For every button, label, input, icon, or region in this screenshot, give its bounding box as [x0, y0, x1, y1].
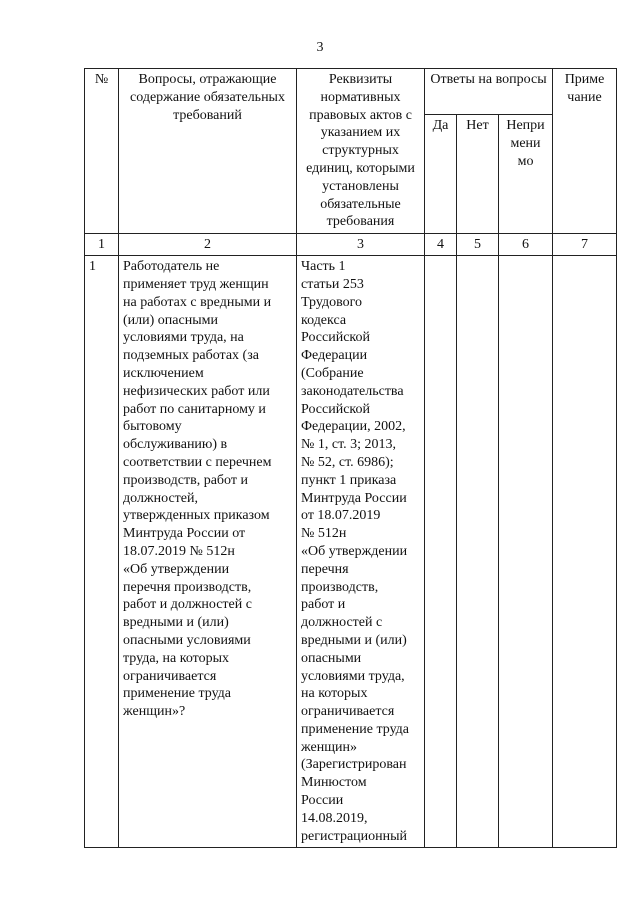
text-line: от 18.07.2019 [301, 508, 381, 524]
text-line: пункт 1 приказа [301, 472, 397, 488]
checklist-table [84, 68, 617, 848]
header-no: Нет [457, 115, 499, 234]
text-line: бытовому [123, 419, 182, 435]
text-line: нефизических работ или [123, 383, 270, 399]
header-requisites: Реквизиты нормативных правовых актов с указанием их структурных единиц, которыми установлены обязательные требования [297, 69, 425, 234]
text-line: 14.08.2019, [301, 810, 368, 826]
text-line: труда, на которых [123, 650, 230, 666]
requisites-cell [297, 256, 425, 848]
text-line: на работах с вредными и [123, 294, 272, 310]
text-line: применение труда [301, 721, 410, 737]
header-note: Приме чание [553, 69, 617, 234]
text-line: условиями труда, [301, 668, 405, 684]
text-line: применяет труд женщин [123, 276, 269, 292]
text-line: применение труда [123, 686, 232, 702]
question-cell [119, 256, 297, 848]
text-line: работ по санитарному и [123, 401, 266, 417]
requisites-text [301, 258, 420, 845]
text-line: обслуживанию) в [123, 437, 228, 453]
text-line: законодательства [301, 383, 404, 399]
text-line: работ и [301, 597, 346, 613]
text-line: Работодатель не [123, 259, 220, 275]
text-line: женщин» [301, 739, 357, 755]
header-not-applicable: Непри мени мо [499, 115, 553, 234]
text-line: Минюстом [301, 775, 367, 791]
column-number: 2 [119, 234, 297, 256]
text-line: № 52, ст. 6986); [301, 454, 394, 470]
text-line: производств, [301, 579, 379, 595]
column-number: 3 [297, 234, 425, 256]
text-line: «Об утверждении [301, 543, 408, 559]
header-num: № [85, 69, 119, 234]
text-line: Часть 1 [301, 259, 346, 275]
text-line: Федерации [301, 348, 368, 364]
text-line: перечня [301, 561, 349, 577]
text-line: на которых [301, 686, 368, 702]
text-line: «Об утверждении [123, 561, 230, 577]
text-line: женщин»? [123, 704, 186, 720]
column-number: 5 [457, 234, 499, 256]
header-row [85, 69, 617, 115]
question-text [123, 258, 292, 721]
text-line: перечня производств, [123, 579, 252, 595]
text-line: опасными условиями [123, 632, 251, 648]
column-numbers-row [85, 234, 617, 256]
text-line: (Зарегистрирован [301, 757, 407, 773]
text-line: (или) опасными [123, 312, 218, 328]
answer-not-applicable-cell[interactable] [499, 256, 553, 848]
page-number: 3 [316, 40, 324, 55]
column-number: 6 [499, 234, 553, 256]
column-number: 1 [85, 234, 119, 256]
text-line: Российской [301, 401, 370, 417]
text-line: должностей с [301, 615, 383, 631]
text-line: Российской [301, 330, 370, 346]
text-line: исключением [123, 365, 204, 381]
row-number: 1 [85, 256, 119, 848]
note-cell[interactable] [553, 256, 617, 848]
text-line: Трудового [301, 294, 362, 310]
text-line: Федерации, 2002, [301, 419, 406, 435]
text-line: вредными и (или) [123, 615, 229, 631]
text-line: соответствии с перечнем [123, 454, 272, 470]
column-number: 7 [553, 234, 617, 256]
column-number: 4 [425, 234, 457, 256]
text-line: кодекса [301, 312, 347, 328]
answer-no-cell[interactable] [457, 256, 499, 848]
text-line: Минтруда России [301, 490, 407, 506]
text-line: (Собрание [301, 365, 364, 381]
text-line: опасными [301, 650, 362, 666]
header-questions: Вопросы, отражающие содержание обязательных требований [119, 69, 297, 234]
text-line: условиями труда, на [123, 330, 244, 346]
text-line: ограничивается [301, 704, 395, 720]
text-line: Минтруда России от [123, 526, 246, 542]
text-line: производств, работ и [123, 472, 248, 488]
text-line: № 1, ст. 3; 2013, [301, 437, 397, 453]
text-line: № 512н [301, 526, 347, 542]
text-line: должностей, [123, 490, 198, 506]
text-line: вредными и (или) [301, 632, 407, 648]
text-line: статьи 253 [301, 276, 364, 292]
text-line: 18.07.2019 № 512н [123, 543, 235, 559]
text-line: ограничивается [123, 668, 217, 684]
header-yes: Да [425, 115, 457, 234]
text-line: утвержденных приказом [123, 508, 270, 524]
table-row [85, 256, 617, 848]
text-line: подземных работах (за [123, 348, 259, 364]
answer-yes-cell[interactable] [425, 256, 457, 848]
header-answers: Ответы на вопросы [425, 69, 553, 115]
text-line: работ и должностей с [123, 597, 252, 613]
text-line: России [301, 793, 344, 809]
text-line: регистрационный [301, 828, 408, 844]
